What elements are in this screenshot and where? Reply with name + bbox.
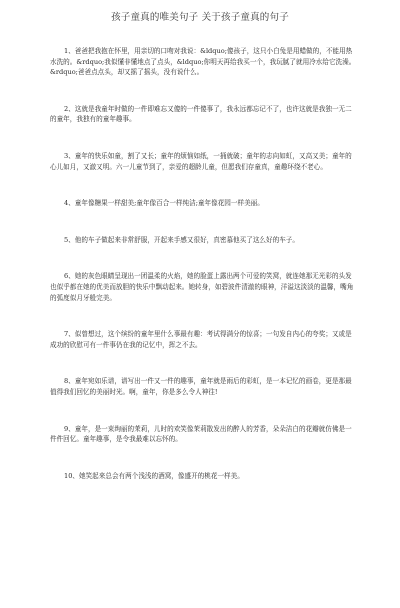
paragraph-6: 6、她的灰色眼睛呈现出一团温柔的火焰，她的脸蛋上露出两个可爱的笑窝，就连她那无光彩的头发也似乎都在她的优美而放胆的快乐中飘动起来。她转身，如碧波件清澈的眼神，洋溢这淡淡的温馨，嘴角的弧度似月牙般完美。 xyxy=(50,272,354,302)
paragraph-4: 4、童年像糖果一样甜美;童年像百合一样纯洁;童年像花园一样美丽。 xyxy=(64,199,264,208)
paragraph-5: 5、他的车子做起来非常舒服，开起来手感又很好，真密慕他买了这么好的车子。 xyxy=(64,235,299,244)
paragraph-8: 8、童年宛如乐谱，谱写出一件又一件的趣事，童年就是雨后的彩虹，是一本记忆的画卷，更是那最值得我们回忆的美丽时光。啊，童年，你是多么令人神往! xyxy=(50,377,352,396)
paragraph-9: 9、童年，是一束绚丽的茉莉，儿时的欢笑像茉莉散发出的醉人的芳香，朵朵洁白的花瓣就仿佛是一件件回忆。童年趣事，是令我最难以忘怀的。 xyxy=(50,424,352,444)
paragraph-1: 1、爸爸把我抱在怀里，用亲切的口吻对我说：&ldquo;傻孩子，这只小白兔是用蜡做的，不能用热水洗的。&rdquo;我似懂非懂地点了点头，&ldquo;你明天再给我买一个，我玩腻了就用冷水给它洗澡。&rdquo;爸爸点点头，却又摇了摇头，没有说什么。 xyxy=(50,47,356,77)
page-title: 孩子童真的唯美句子 关于孩子童真的句子 xyxy=(111,12,289,23)
paragraph-2: 2、这就是我童年时做的一件即难忘又傻的一件傻事了，我永远都忘记不了，也许这就是我独一无二的童年，我独有的童年趣事。 xyxy=(50,104,352,124)
paragraph-3: 3、童年的快乐如童，割了又长；童年的烦恼如纸，一捅就破；童年的志向如虹，又高又美；童年的心儿如月，又澈又明。六一儿童节到了，亲爱的超龄儿童，但愿我们存童真，童趣环绕不老心。 xyxy=(50,151,352,171)
paragraph-10: 10、她笑起来总会有两个浅浅的酒窝，像盛开的桃花一样美。 xyxy=(64,471,244,480)
paragraph-7: 7、似曾想过，这个缤纷的童年里什么事最有趣：考试得满分的惊喜；一句发自内心的夸奖；又或是成功的欣慰可有一件事仍在我的记忆中，挥之不去。 xyxy=(50,330,352,349)
article-body xyxy=(50,46,358,481)
